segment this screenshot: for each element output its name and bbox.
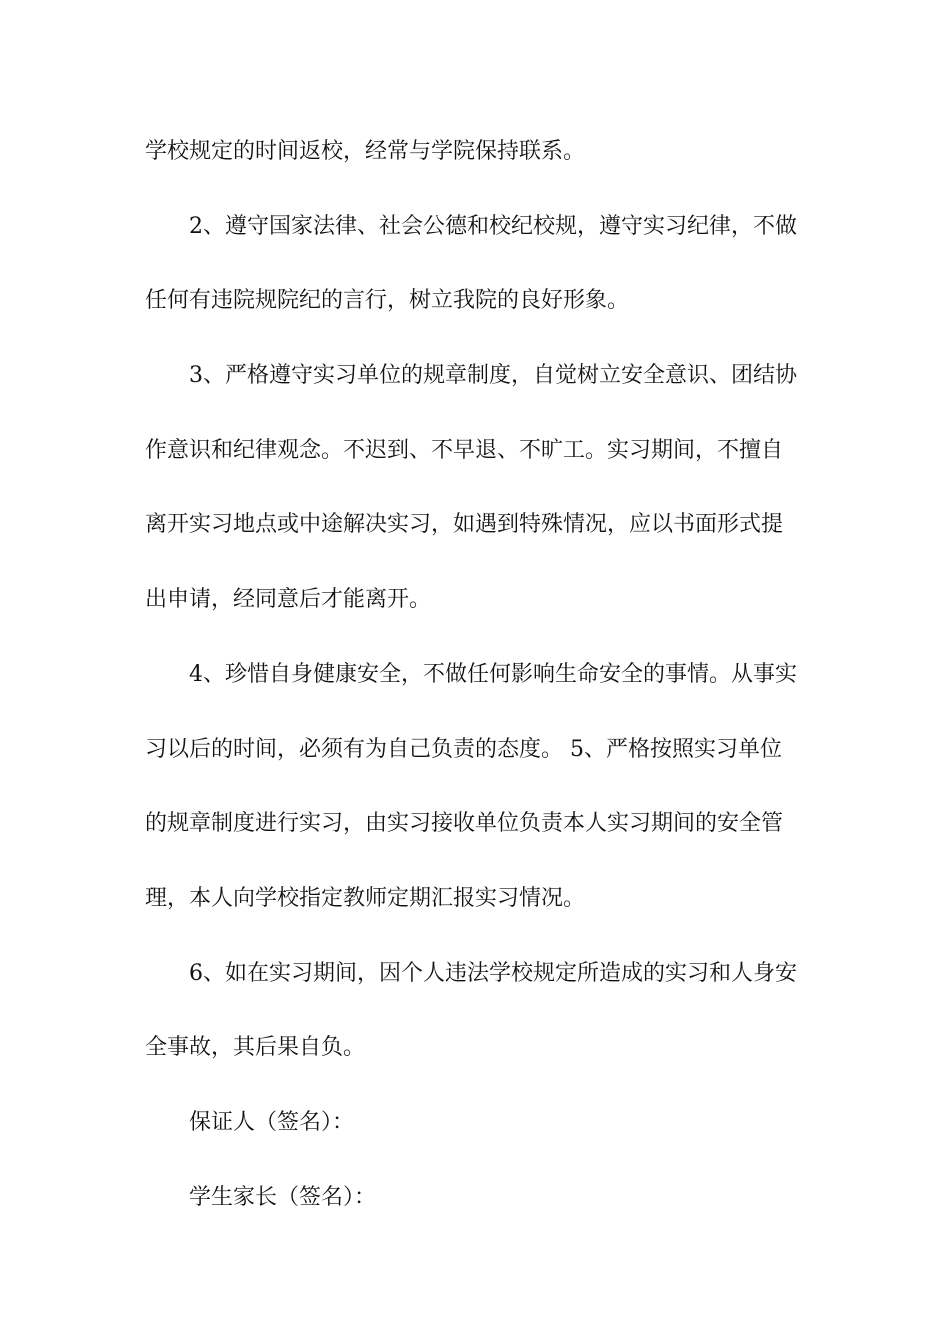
text-line: 的规章制度进行实习，由实习接收单位负责本人实习期间的安全管: [145, 811, 784, 837]
text-line: 学校规定的时间返校，经常与学院保持联系。: [145, 139, 586, 164]
text-line: 全事故，其后果自负。: [145, 1035, 366, 1061]
parent-signature-line: 学生家长（签名）：: [189, 1184, 377, 1210]
text-line: 任何有违院规院纪的言行，树立我院的良好形象。: [145, 288, 630, 314]
text-line: 作意识和纪律观念。不迟到、不早退、不旷工。实习期间，不擅自: [145, 437, 784, 463]
text-line: 离开实习地点或中途解决实习，如遇到特殊情况，应以书面形式提: [145, 512, 784, 538]
guarantor-signature-line: 保证人（签名）：: [189, 1109, 355, 1135]
text-line: 出申请，经同意后才能离开。: [145, 587, 432, 613]
text-line: 习以后的时间，必须有为自己负责的态度。 5、严格按照实习单位: [145, 736, 782, 762]
text-line: 理，本人向学校指定教师定期汇报实习情况。: [145, 885, 586, 911]
text-line: 6、如在实习期间，因个人违法学校规定所造成的实习和人身安: [189, 960, 797, 986]
document-body: [145, 115, 815, 1235]
text-line: 4、珍惜自身健康安全，不做任何影响生命安全的事情。从事实: [189, 661, 797, 687]
text-line: 2、遵守国家法律、社会公德和校纪校规，遵守实习纪律，不做: [189, 213, 797, 239]
text-line: 3、严格遵守实习单位的规章制度，自觉树立安全意识、团结协: [189, 363, 797, 389]
